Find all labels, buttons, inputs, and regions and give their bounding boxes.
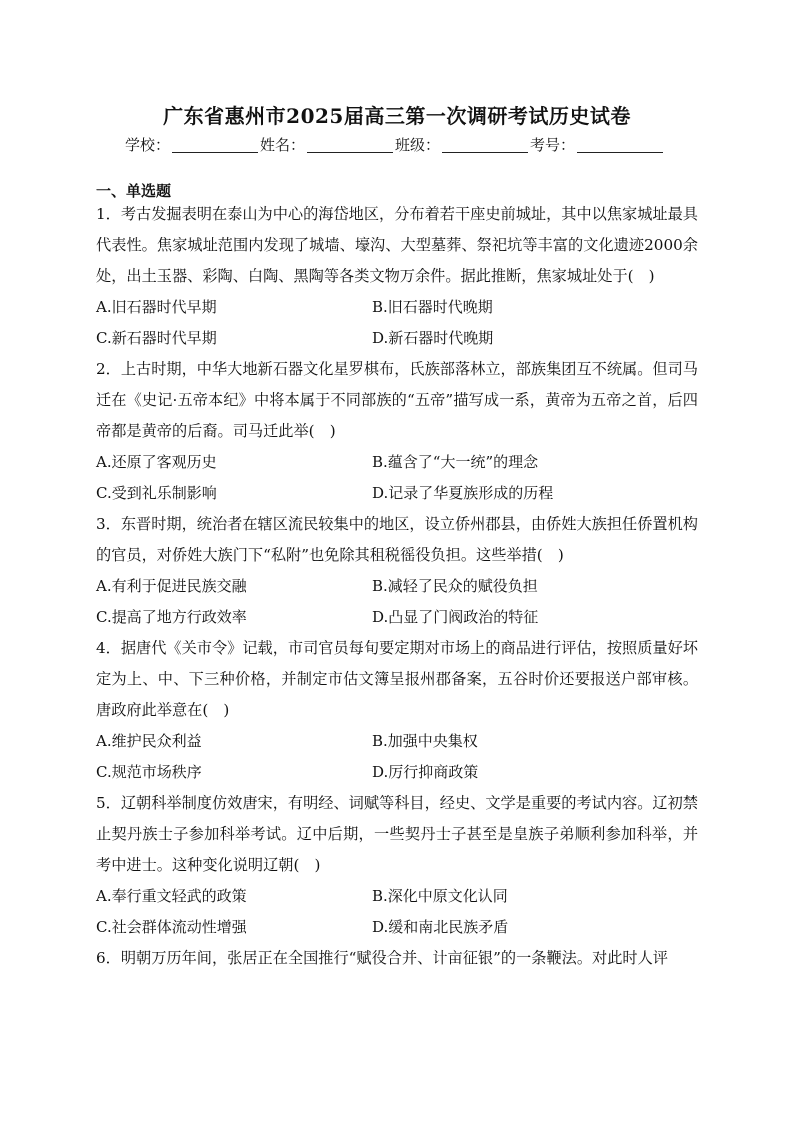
- option-b: B.加强中央集权: [372, 732, 478, 750]
- option-d: D.缓和南北民族矛盾: [372, 918, 509, 936]
- option-a: A.维护民众利益: [96, 732, 202, 750]
- option-a: A.奉行重文轻武的政策: [96, 887, 247, 905]
- class-label: 班级：: [395, 136, 441, 154]
- school-blank: [172, 138, 258, 153]
- question-text: 3．东晋时期，统治者在辖区流民较集中的地区，设立侨州郡县，由侨姓大族担任侨置机构的官员，对侨姓大族门下“私附”也免除其租税徭役负担。这些举措( ): [96, 515, 698, 564]
- question-text: 6．明朝万历年间，张居正在全国推行“赋役合并、计亩征银”的一条鞭法。对此时人评: [96, 949, 668, 967]
- section-heading: 一、单选题: [96, 182, 172, 200]
- question-1: [96, 199, 698, 354]
- option-b: B.深化中原文化认同: [372, 887, 508, 905]
- option-grid: [96, 447, 698, 509]
- question-4: [96, 633, 698, 788]
- name-label: 姓名：: [260, 136, 306, 154]
- school-label: 学校：: [125, 136, 171, 154]
- option-d: D.厉行抑商政策: [372, 763, 479, 781]
- student-info-row: [125, 134, 685, 155]
- question-3: [96, 509, 698, 633]
- name-blank: [307, 138, 393, 153]
- option-d: D.新石器时代晚期: [372, 329, 494, 347]
- option-d: D.凸显了门阀政治的特征: [372, 608, 539, 626]
- option-c: C.社会群体流动性增强: [96, 918, 247, 936]
- option-grid: [96, 726, 698, 788]
- option-c: C.提高了地方行政效率: [96, 608, 247, 626]
- option-grid: [96, 881, 698, 943]
- question-5: [96, 788, 698, 943]
- option-a: A.还原了客观历史: [96, 453, 217, 471]
- class-blank: [442, 138, 528, 153]
- question-2: [96, 354, 698, 509]
- option-a: A.有利于促进民族交融: [96, 577, 247, 595]
- option-grid: [96, 292, 698, 354]
- option-b: B.蕴含了“大一统”的理念: [372, 453, 539, 471]
- option-c: C.受到礼乐制影响: [96, 484, 217, 502]
- option-c: C.新石器时代早期: [96, 329, 217, 347]
- question-list: [96, 199, 698, 974]
- option-b: B.减轻了民众的赋役负担: [372, 577, 538, 595]
- question-6: [96, 943, 698, 974]
- option-c: C.规范市场秩序: [96, 763, 202, 781]
- exam-title: 广东省惠州市2025届高三第一次调研考试历史试卷: [163, 104, 631, 128]
- option-a: A.旧石器时代早期: [96, 298, 217, 316]
- option-grid: [96, 571, 698, 633]
- option-b: B.旧石器时代晚期: [372, 298, 493, 316]
- question-text: 1．考古发掘表明在泰山为中心的海岱地区，分布着若干座史前城址，其中以焦家城址最具代表性。焦家城址范围内发现了城墙、壕沟、大型墓葬、祭祀坑等丰富的文化遗迹2000余处，出土玉器、彩陶、白陶、黑陶等各类文物万余件。据此推断，焦家城址处于( ): [96, 205, 698, 285]
- exam-number-label: 考号：: [530, 136, 576, 154]
- option-d: D.记录了华夏族形成的历程: [372, 484, 554, 502]
- exam-number-blank: [577, 138, 663, 153]
- question-text: 4．据唐代《关市令》记载，市司官员每旬要定期对市场上的商品进行评估，按照质量好坏定为上、中、下三种价格，并制定市估文簿呈报州郡备案，五谷时价还要报送户部审核。唐政府此举意在( ): [96, 639, 698, 719]
- question-text: 2．上古时期，中华大地新石器文化星罗棋布，氏族部落林立，部族集团互不统属。但司马迁在《史记·五帝本纪》中将本属于不同部族的“五帝”描写成一系，黄帝为五帝之首，后四帝都是黄帝的后裔。司马迁此举( ): [96, 360, 698, 440]
- question-text: 5．辽朝科举制度仿效唐宋，有明经、词赋等科目，经史、文学是重要的考试内容。辽初禁止契丹族士子参加科举考试。辽中后期，一些契丹士子甚至是皇族子弟顺利参加科举，并考中进士。这种变化说明辽朝( ): [96, 794, 698, 874]
